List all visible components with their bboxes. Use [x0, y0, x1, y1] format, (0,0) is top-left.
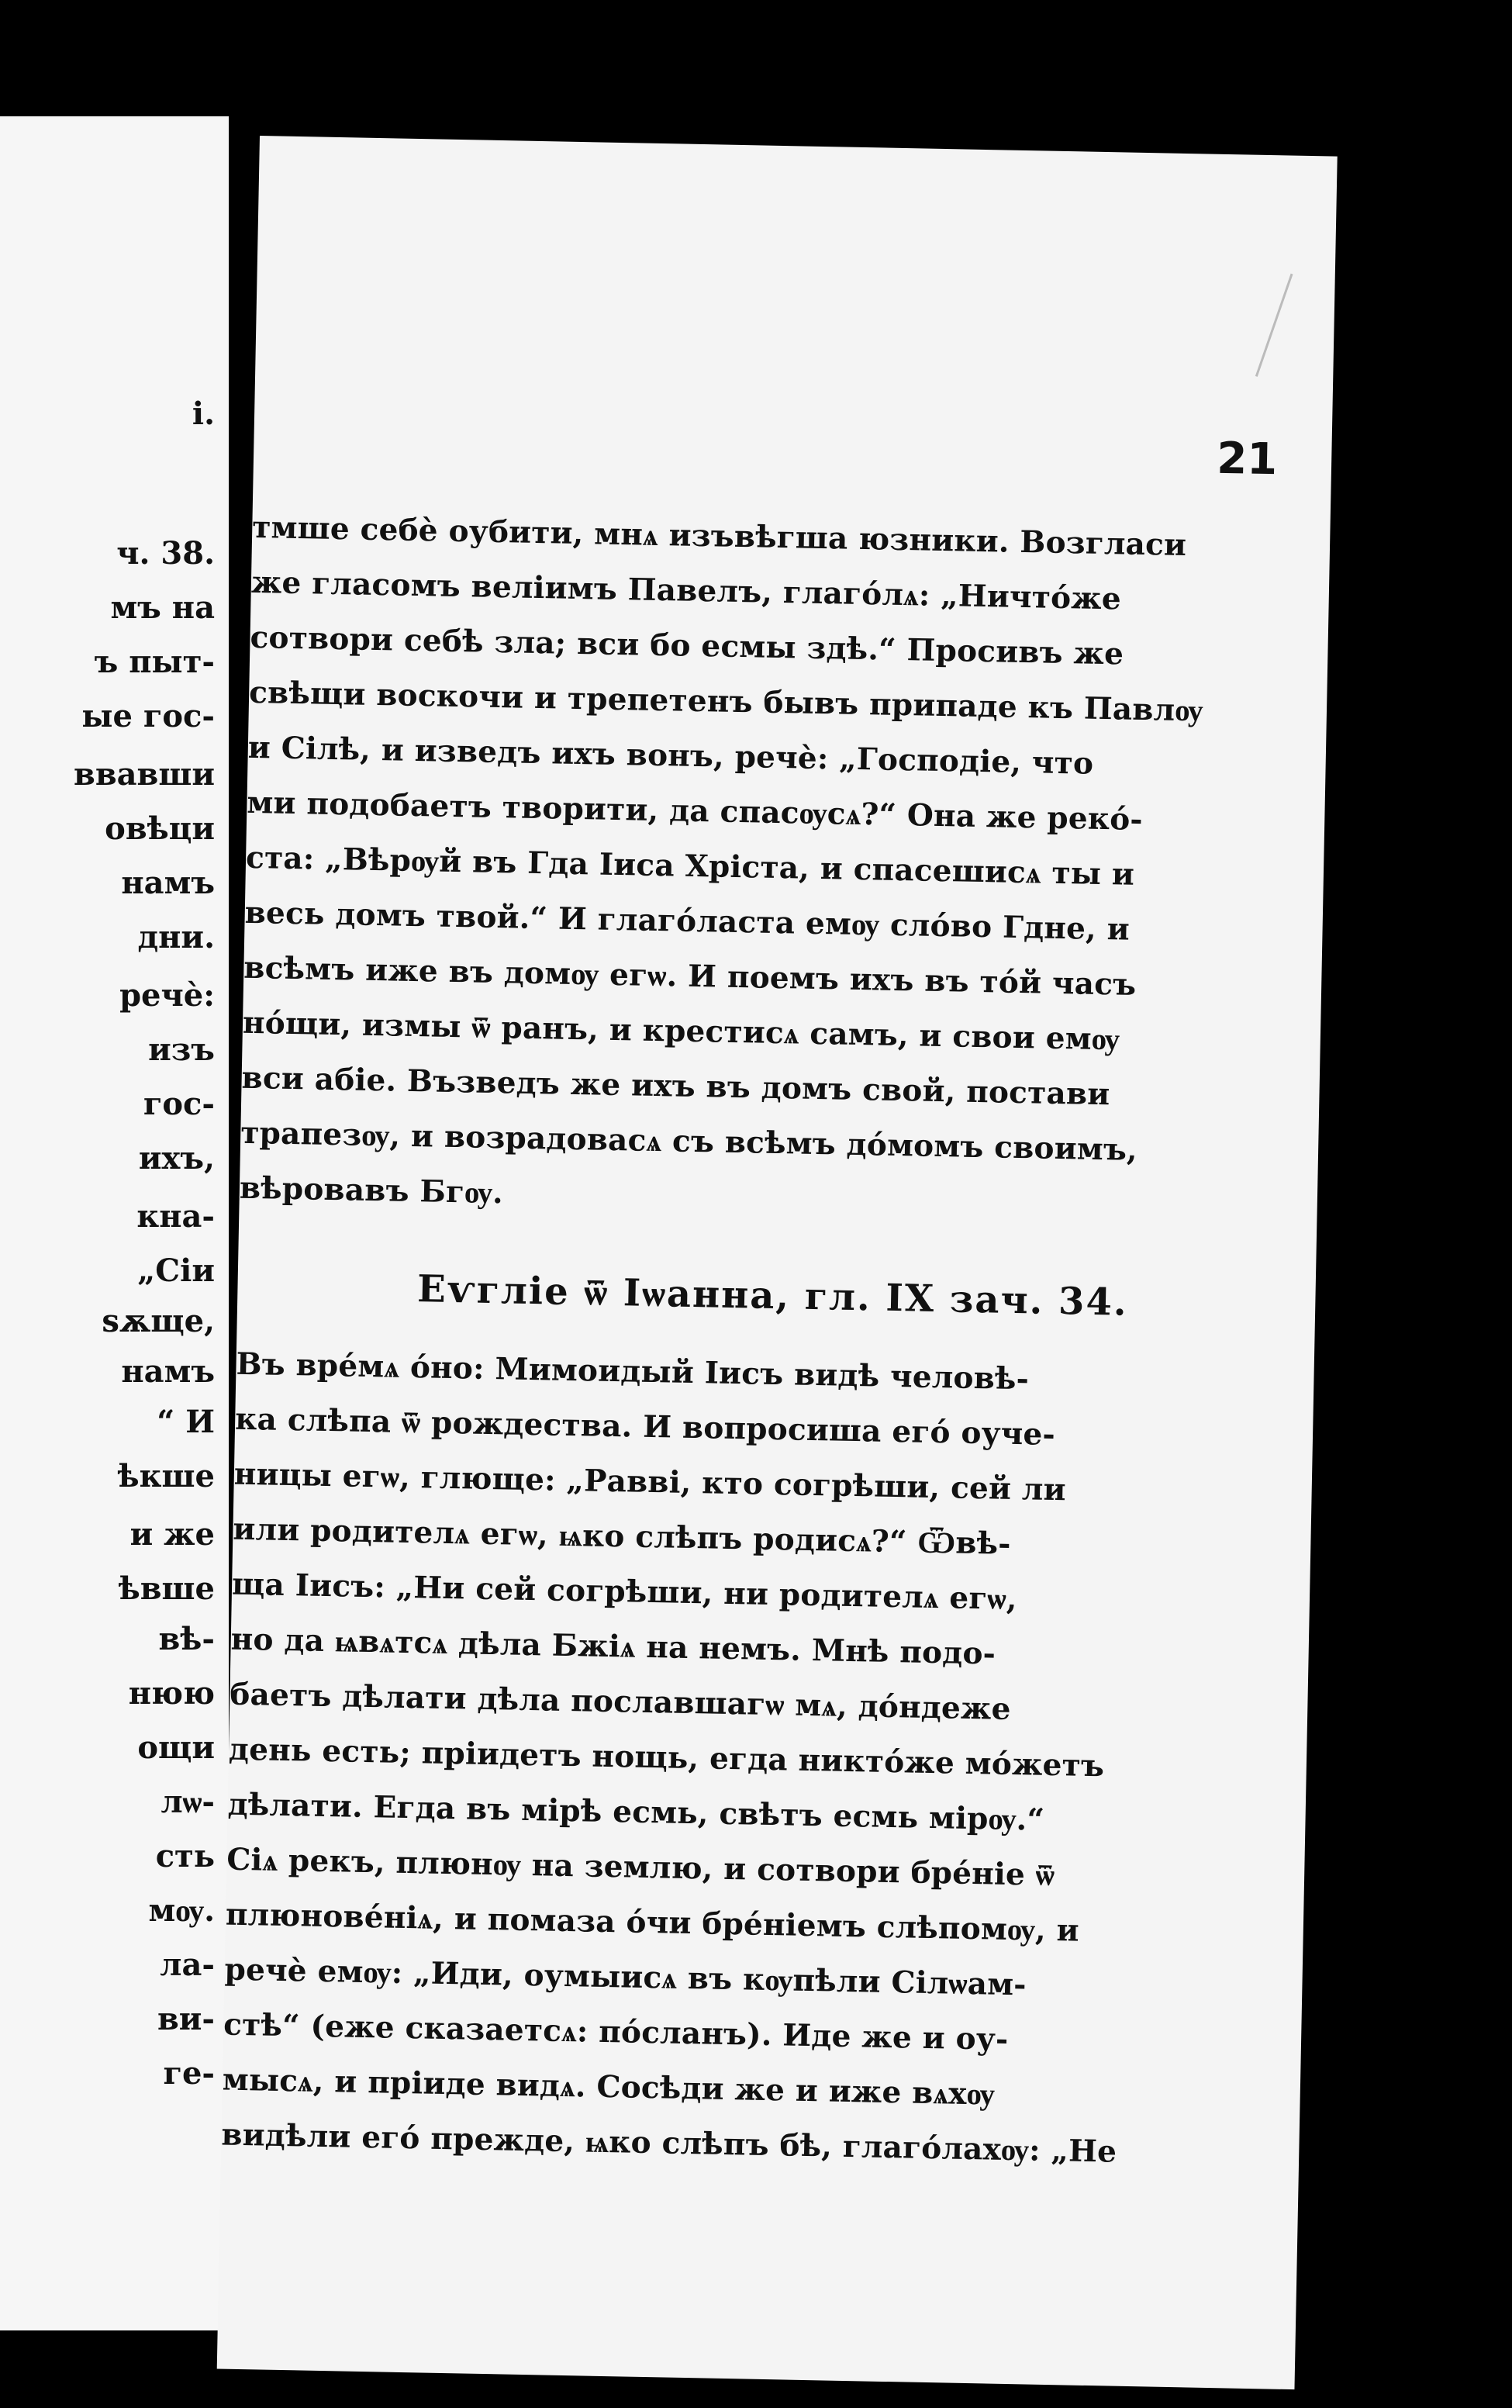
text-line: вси абiе. Възведъ же ихъ въ домъ свой, постави — [241, 1059, 1110, 1113]
left-page — [0, 116, 229, 2330]
left-page-fragment: нюю — [128, 1675, 215, 1712]
left-page-fragment: ѣкше — [117, 1458, 215, 1494]
page-number: 21 — [1216, 433, 1278, 485]
left-page-fragment: ви- — [157, 2001, 215, 2037]
left-page-fragment: ввавши — [74, 756, 215, 793]
text-line: но да ѩвѧтсѧ дѣла Бжiѧ на немъ. Мнѣ подо- — [230, 1621, 996, 1672]
left-page-fragment: и же — [129, 1516, 215, 1553]
left-page-fragment: кна- — [136, 1198, 215, 1235]
text-line: ми подобаетъ творити, да спасѹсѧ?“ Она же рекó- — [247, 784, 1144, 838]
left-page-fragment: ѣвше — [118, 1570, 215, 1607]
left-page-fragment: ъ пыт- — [94, 644, 215, 680]
right-page — [217, 136, 1338, 2389]
text-line: видѣли егó прежде, ѩко слѣпъ бѣ, глагóлахѹ: „Не — [221, 2116, 1117, 2170]
left-page-fragment: лѡ- — [161, 1784, 215, 1820]
page-body — [221, 500, 1323, 2183]
text-line: трапезѹ, и возрадовасѧ съ всѣмъ дóмомъ своимъ, — [240, 1114, 1138, 1168]
left-page-fragment: i. — [192, 396, 215, 432]
left-page-fragment: вѣ- — [158, 1621, 215, 1657]
text-line: ща Iисъ: „Ни сей согрѣши, ни родителѧ егѡ, — [231, 1566, 1018, 1618]
text-line: всѣмъ иже въ домѹ егѡ. И поемъ ихъ въ тóй часъ — [243, 949, 1137, 1003]
left-page-fragment: овѣци — [105, 810, 215, 847]
left-page-fragment: дни. — [137, 919, 215, 955]
left-page-fragment: „Сiи — [137, 1252, 215, 1289]
left-page-fragment: гос- — [143, 1086, 215, 1122]
left-page-fragment: ге- — [163, 2055, 215, 2092]
left-page-fragment: мъ на — [110, 589, 215, 626]
text-line: мысѧ, и прiиде видѧ. Сосѣди же и иже вѧхѹ — [222, 2061, 996, 2113]
text-line: же гласомъ велiимъ Павелъ, глагóлѧ: „Ничтóже — [250, 564, 1122, 617]
left-page-fragment: ѕѫще, — [102, 1303, 215, 1339]
text-line: ка слѣпа ѿ рождества. И вопросиша егó оучe- — [234, 1401, 1056, 1453]
text-line: весь домъ твой.“ И глагóласта емѹ слóво Гдне, и — [244, 894, 1131, 948]
text-line: плюновéнiѧ, и помаза óчи брéнiемъ слѣпомѹ, и — [225, 1896, 1080, 1949]
left-page-fragment: ые гос- — [81, 698, 215, 734]
left-page-fragment: намъ — [121, 1353, 215, 1390]
left-page-fragment: намъ — [121, 865, 215, 901]
left-page-fragment: ла- — [160, 1947, 215, 1983]
left-page-fragment: ч. 38. — [116, 535, 215, 572]
paragraph-gospel — [221, 1337, 1307, 2183]
paragraph-acts — [239, 500, 1322, 1236]
left-page-fragment: изъ — [148, 1031, 215, 1068]
text-line: сотвори себѣ зла; вси бо есмы здѣ.“ Просивъ же — [250, 619, 1124, 672]
text-line: вѣровавъ Бгѹ. — [239, 1169, 504, 1211]
text-line: Въ врéмѧ óно: Мимоидый Iисъ видѣ человѣ- — [236, 1346, 1030, 1397]
text-line: баетъ дѣлати дѣла пославшагѡ мѧ, дóндеже — [229, 1676, 1012, 1727]
text-line: свѣщи воскочи и трепетенъ бывъ припаде къ Павлѹ — [248, 674, 1203, 729]
text-line: день есть; прiидетъ нощь, егда никтóже мóжетъ — [228, 1731, 1105, 1784]
left-page-fragment: ихъ, — [138, 1140, 215, 1176]
text-line: нóщи, измы ѿ ранъ, и крестисѧ самъ, и свои емѹ — [242, 1004, 1120, 1058]
text-line: дѣлати. Егда въ мiрѣ есмь, свѣтъ есмь мiрѹ.“ — [227, 1786, 1045, 1838]
text-line: или родителѧ егѡ, ѩко слѣпъ родисѧ?“ Ѿвѣ- — [233, 1511, 1012, 1562]
text-line: ницы егѡ, глюще: „Раввi, кто согрѣши, сей ли — [233, 1456, 1067, 1508]
left-page-fragment: “ И — [157, 1404, 215, 1440]
text-line: стѣ“ (еже сказаетсѧ: пóсланъ). Иде же и оу- — [223, 2006, 1009, 2057]
gospel-heading: Еѵглiе ѿ Iѡанна, гл. IX зач. 34. — [416, 1267, 1129, 1325]
left-page-fragment: речѐ: — [119, 977, 215, 1014]
left-page-fragment: сть — [155, 1838, 215, 1874]
scratch-mark — [1255, 274, 1297, 378]
left-page-fragment: ощи — [137, 1729, 215, 1766]
text-line: Сiѧ рекъ, плюнѹ на землю, и сотвори брéнiе ѿ — [226, 1841, 1055, 1894]
text-line: тмше себѐ оубити, мнѧ изъвѣгша юзники. Возгласи — [251, 509, 1187, 564]
text-line: и Сiлѣ, и изведъ ихъ вонъ, речѐ: „Господiе, что — [247, 729, 1094, 782]
text-line: ста: „Вѣрѹй въ Гда Iиса Хрiста, и спасешисѧ ты и — [245, 839, 1135, 893]
left-page-fragment: мѹ. — [148, 1892, 215, 1929]
text-line: речѐ емѹ: „Иди, оумыисѧ въ кѹпѣли Сiлѡам- — [224, 1951, 1027, 2003]
